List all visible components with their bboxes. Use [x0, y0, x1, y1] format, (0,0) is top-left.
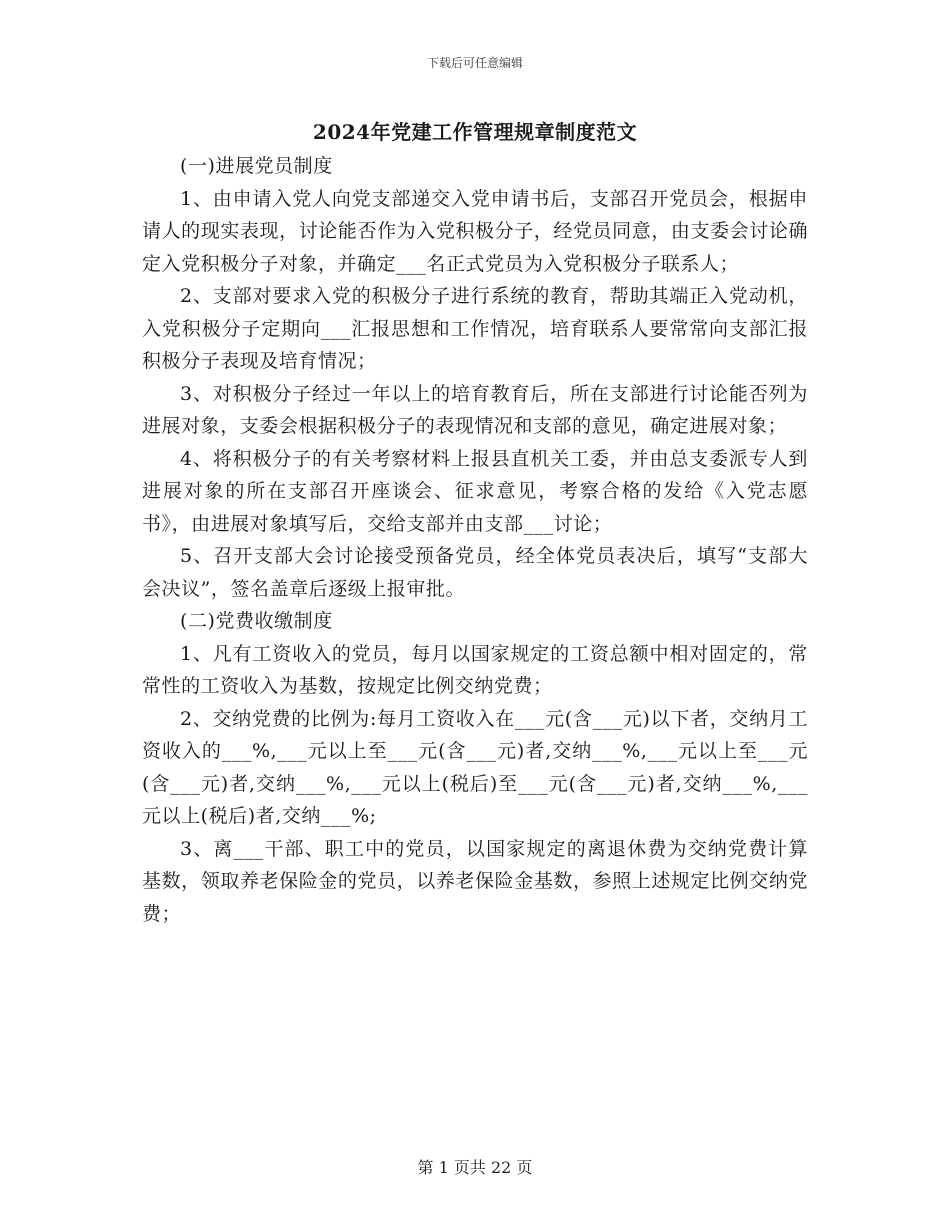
page-number: 第 1 页共 22 页: [417, 1158, 533, 1177]
paragraph: 3、对积极分子经过一年以上的培育教育后，所在支部进行讨论能否列为进展对象，支委会根据积极分子的表现情况和支部的意见，确定进展对象；: [142, 382, 808, 437]
paragraph: 4、将积极分子的有关考察材料上报县直机关工委，并由总支委派专人到进展对象的所在支部召开座谈会、征求意见，考察合格的发给《入党志愿书》，由进展对象填写后，交给支部并由支部___讨论；: [142, 447, 808, 535]
paragraph: 1、凡有工资收入的党员，每月以国家规定的工资总额中相对固定的，常常性的工资收入为基数，按规定比例交纳党费；: [142, 642, 808, 697]
section-heading-1: (一)进展党员制度: [180, 155, 333, 177]
section-heading-2: (二)党费收缴制度: [180, 610, 333, 632]
page-header-note: 下载后可任意编辑: [426, 56, 523, 70]
paragraph: 5、召开支部大会讨论接受预备党员，经全体党员表决后，填写“支部大会决议”，签名盖章后逐级上报审批。: [142, 545, 808, 600]
paragraph: 2、交纳党费的比例为:每月工资收入在___元(含___元)以下者，交纳月工资收入的___%,___元以上至___元(含___元)者,交纳___%,___元以上至___元(含___元)者,交纳___%,___元以上(税后)至___元(含___元)者,交纳___%,___元以上(税后)者,交纳___%;: [142, 707, 808, 827]
document-title: 2024年党建工作管理规章制度范文: [312, 120, 638, 144]
document-body: [142, 150, 808, 930]
paragraph: 1、由申请入党人向党支部递交入党申请书后，支部召开党员会，根据申请人的现实表现，讨论能否作为入党积极分子，经党员同意，由支委会讨论确定入党积极分子对象，并确定___名正式党员为入党积极分子联系人；: [142, 187, 808, 275]
paragraph: 3、离___干部、职工中的党员，以国家规定的离退休费为交纳党费计算基数，领取养老保险金的党员，以养老保险金基数，参照上述规定比例交纳党费；: [142, 837, 808, 925]
paragraph: 2、支部对要求入党的积极分子进行系统的教育，帮助其端正入党动机，入党积极分子定期向___汇报思想和工作情况，培育联系人要常常向支部汇报积极分子表现及培育情况；: [142, 285, 808, 372]
